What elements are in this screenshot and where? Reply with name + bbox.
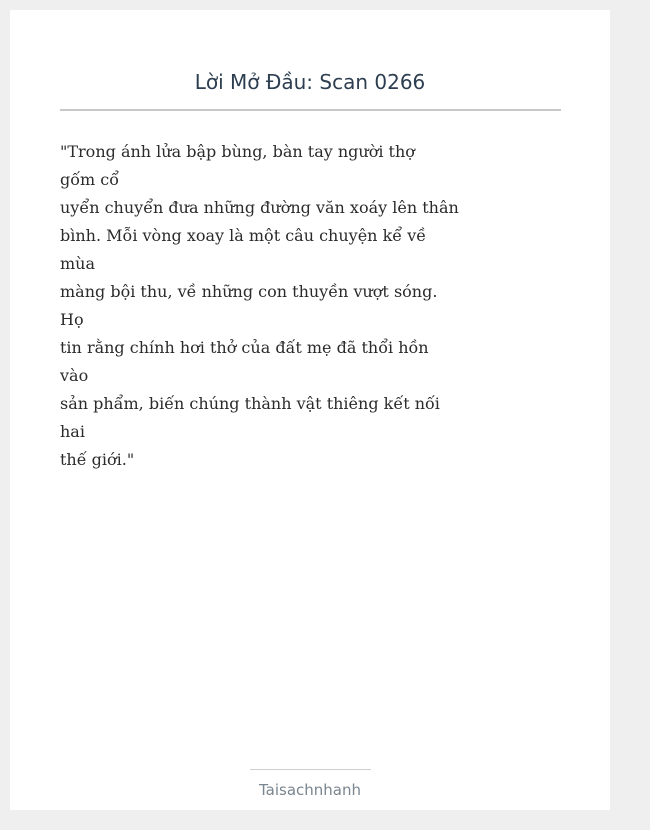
text-line: "Trong ánh lửa bập bùng, bàn tay người thợ xyxy=(60,142,415,161)
footer-watermark: Taisachnhanh xyxy=(258,781,362,799)
document-page xyxy=(10,10,610,810)
footer-divider xyxy=(250,769,371,770)
text-line: mùa xyxy=(60,254,96,273)
text-line: uyển chuyển đưa những đường văn xoáy lên thân xyxy=(60,198,459,217)
text-line: hai xyxy=(60,422,85,441)
body-paragraph xyxy=(60,138,459,474)
text-line: vào xyxy=(60,366,89,385)
text-line: thế giới." xyxy=(60,450,135,469)
text-line: gốm cổ xyxy=(60,170,120,189)
text-line: tin rằng chính hơi thở của đất mẹ đã thổi hồn xyxy=(60,338,429,357)
text-line: màng bội thu, về những con thuyền vượt sóng. xyxy=(60,282,438,301)
text-line: sản phẩm, biến chúng thành vật thiêng kết nối xyxy=(60,394,440,413)
text-line: bình. Mỗi vòng xoay là một câu chuyện kể về xyxy=(60,226,427,245)
title-divider xyxy=(60,109,561,111)
page-title: Lời Mở Đầu: Scan 0266 xyxy=(194,70,426,94)
text-line: Họ xyxy=(60,310,84,329)
